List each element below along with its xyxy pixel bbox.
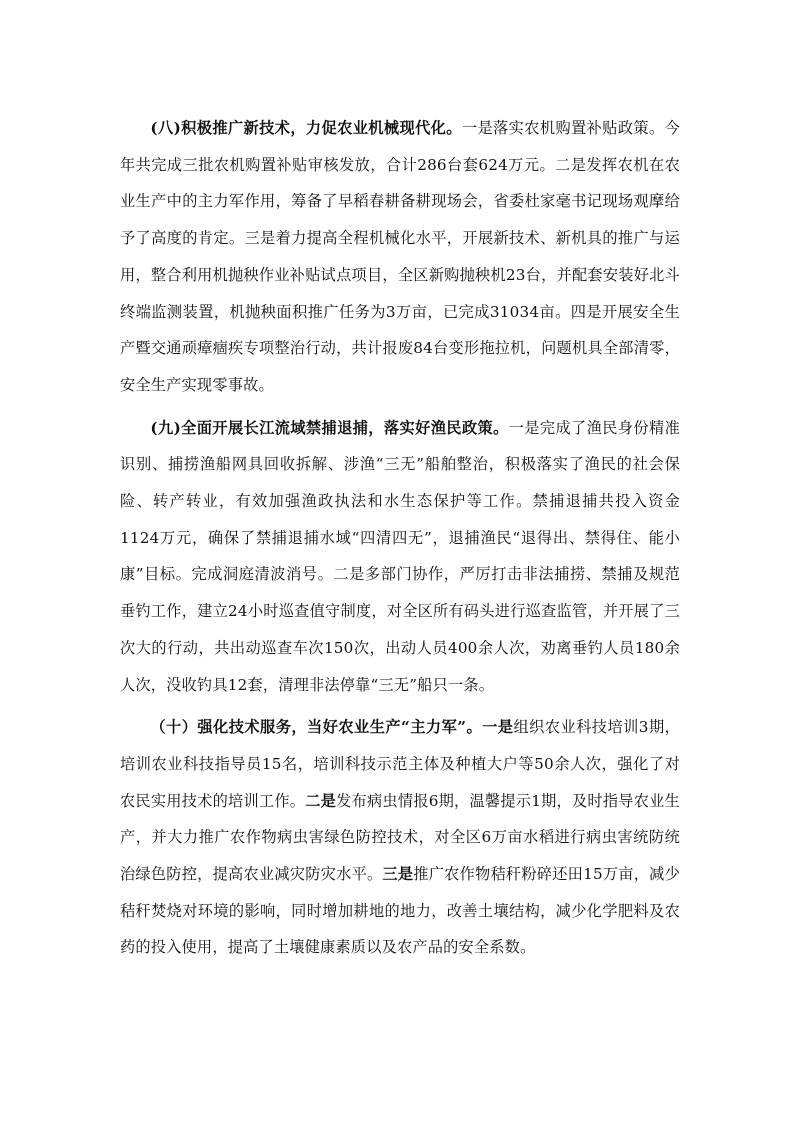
paragraph-text: 推广农作物秸秆粉碎还田15万亩，减少秸秆焚烧对环境的影响，同时增加耕地的地力，改善土壤结构，减少化学肥料及农药的投入使用，提高了土壤健康素质以及农产品的安全系数。 (120, 865, 680, 957)
paragraph-text: 组织农业科技培训3期，培训农业科技指导员15名，培训科技示范主体及种植大户等50余人次，强化了对农民实用技术的培训工作。 (120, 718, 681, 810)
paragraph-text: 一是落实农机购置补贴政策。今年共完成三批农机购置补贴审核发放，合计286台套624万元。二是发挥农机在农业生产中的主力军作用，筹备了早稻春耕备耕现场会，省委杜家毫书记现场观摩给予了高度的肯定。三是着力提高全程机械化水平，开展新技术、新机具的推广与运用，整合利用机抛秧作业补贴试点项目，全区新购抛秧机23台，并配套安装好北斗终端监测装置，机抛秧面积推广任务为3万亩，已完成31034亩。四是开展安全生产暨交通顽瘴痼疾专项整治行动，共计报废84台变形拖拉机，问题机具全部清零，安全生产实现零事故。 (120, 119, 680, 394)
paragraph-text: 发布病虫情报6期，温馨提示1期，及时指导农业生产，并大力推广农作物病虫害绿色防控技术，对全区6万亩水稻进行病虫害统防统治绿色防控，提高农业减灾防灾水平。 (120, 791, 680, 884)
paragraph-text: 一是完成了渔民身份精准识别、捕捞渔船网具回收拆解、涉渔“三无”船舶整治，积极落实了渔民的社会保险、转产转业，有效加强渔政执法和水生态保护等工作。禁捕退捕共投入资金1124万元，确保了禁捕退捕水域“四清四无”，退捕渔民“退得出、禁得住、能小康”目标。完成洞庭清波消号。二是多部门协作，严厉打击非法捕捞、禁捕及规范垂钓工作，建立24小时巡查值守制度，对全区所有码头进行巡查监管，并开展了三次大的行动，共出动巡查车次150次，出动人员400余人次，劝离垂钓人员180余人次，没收钓具12套，清理非法停靠“三无”船只一条。 (120, 418, 681, 694)
point-marker-1: 一是 (482, 718, 514, 737)
section-heading-8: (八)积极推广新技术，力促农业机械现代化。 (150, 119, 462, 137)
paragraph-tech-services (120, 709, 680, 966)
paragraph-fishing-ban (120, 410, 680, 704)
point-marker-2: 二是 (305, 791, 337, 810)
point-marker-3: 三是 (382, 865, 414, 884)
section-heading-9: (九)全面开展长江流域禁捕退捕，落实好渔民政策。 (150, 418, 509, 437)
paragraph-agri-machinery (120, 110, 680, 404)
document-body (120, 110, 680, 972)
section-heading-10: （十）强化技术服务，当好农业生产“主力军”。 (150, 718, 483, 737)
